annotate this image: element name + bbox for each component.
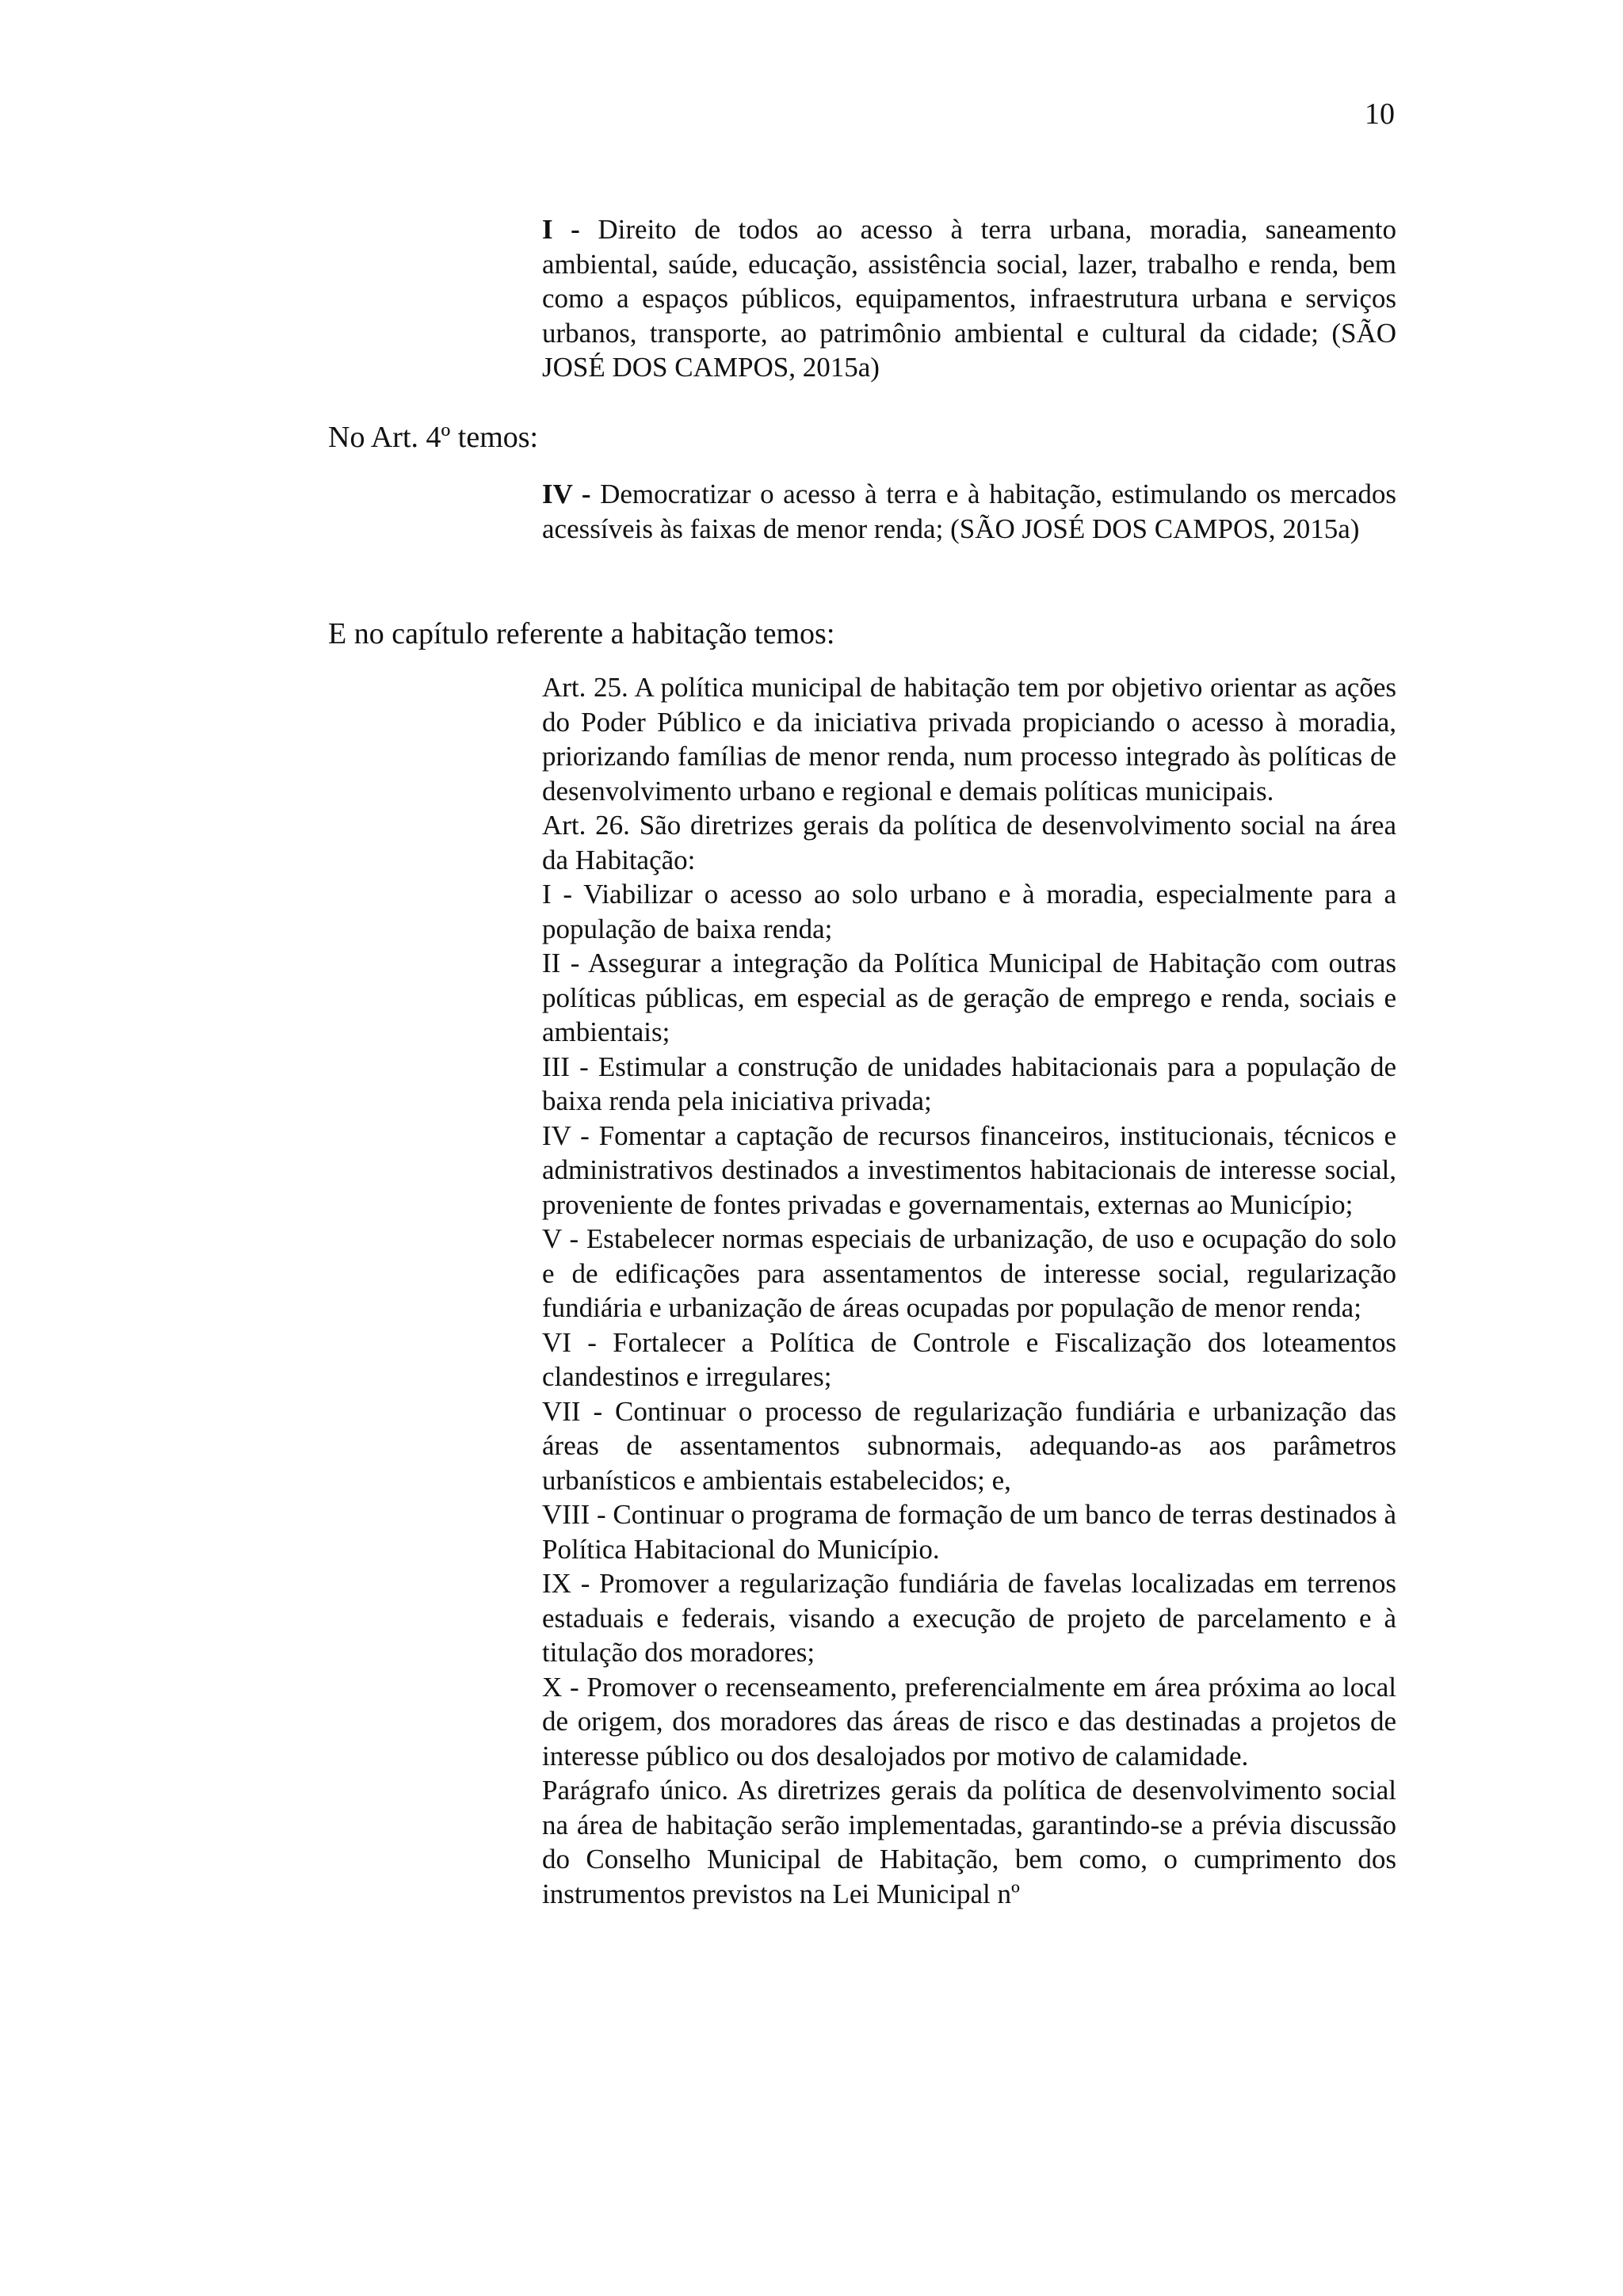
directive-v: V - Estabelecer normas especiais de urbanização, de uso e ocupação do solo e de edificações para assentamentos de interesse social, regularização fundiária e urbanização de áreas ocupadas por população de menor renda; [542, 1223, 1396, 1323]
quote-paragraph [542, 477, 1396, 546]
intro-habitacao-text: E no capítulo referente a habitação temos: [328, 617, 835, 650]
directive-x: X - Promover o recenseamento, preferencialmente em área próxima ao local de origem, dos moradores das áreas de risco e das destinadas a projetos de interesse público ou dos desalojados por motivo de calamidade. [542, 1671, 1396, 1772]
art-25-paragraph: Art. 25. A política municipal de habitação tem por objetivo orientar as ações do Poder Público e da iniciativa privada propiciando o acesso à moradia, priorizando famílias de menor renda, num processo integrado às políticas de desenvolvimento urbano e regional e demais políticas municipais. [542, 672, 1396, 807]
block-quote-inciso-i [542, 212, 1396, 385]
directive-vii: VII - Continuar o processo de regularização fundiária e urbanização das áreas de assentamentos subnormais, adequando-as aos parâmetros urbanísticos e ambientais estabelecidos; e, [542, 1395, 1396, 1496]
page-number: 10 [1365, 97, 1395, 131]
inciso-marker: I - [542, 214, 580, 245]
directive-viii: VIII - Continuar o programa de formação de um banco de terras destinados à Política Habitacional do Município. [542, 1499, 1396, 1565]
directive-vi: VI - Fortalecer a Política de Controle e Fiscalização dos loteamentos clandestinos e irregulares; [542, 1326, 1396, 1392]
block-quote-inciso-iv [542, 477, 1396, 546]
directive-iii: III - Estimular a construção de unidades habitacionais para a população de baixa renda pela iniciativa privada; [542, 1051, 1396, 1116]
directive-iv: IV - Fomentar a captação de recursos financeiros, institucionais, técnicos e administrativos destinados a investimentos habitacionais de interesse social, proveniente de fontes privadas e governamentais, externas ao Município; [542, 1119, 1396, 1220]
block-quote-articles [542, 670, 1396, 1911]
paragrafo-unico: Parágrafo único. As diretrizes gerais da política de desenvolvimento social na área de habitação serão implementadas, garantindo-se a prévia discussão do Conselho Municipal de Habitação, bem como, o cumprimento dos instrumentos previstos na Lei Municipal nº [542, 1775, 1396, 1909]
inciso-marker: IV - [542, 479, 591, 509]
art-26-paragraph: Art. 26. São diretrizes gerais da política de desenvolvimento social na área da Habitação: [542, 810, 1396, 875]
quote-text: Democratizar o acesso à terra e à habitação, estimulando os mercados acessíveis às faixas de menor renda; (SÃO JOSÉ DOS CAMPOS, 2015a) [542, 479, 1396, 544]
directive-ix: IX - Promover a regularização fundiária de favelas localizadas em terrenos estaduais e federais, visando a execução de projeto de parcelamento e à titulação dos moradores; [542, 1568, 1396, 1668]
directive-i: I - Viabilizar o acesso ao solo urbano e à moradia, especialmente para a população de baixa renda; [542, 879, 1396, 944]
intro-art4-text: No Art. 4º temos: [328, 421, 539, 454]
quote-paragraph [542, 212, 1396, 385]
directive-ii: II - Assegurar a integração da Política Municipal de Habitação com outras políticas públicas, em especial as de geração de emprego e renda, sociais e ambientais; [542, 948, 1396, 1047]
quote-text: Direito de todos ao acesso à terra urbana, moradia, saneamento ambiental, saúde, educação, assistência social, lazer, trabalho e renda, bem como a espaços públicos, equipamentos, infraestrutura urbana e serviços urbanos, transporte, ao patrimônio ambiental e cultural da cidade; (SÃO JOSÉ DOS CAMPOS, 2015a) [542, 214, 1396, 383]
